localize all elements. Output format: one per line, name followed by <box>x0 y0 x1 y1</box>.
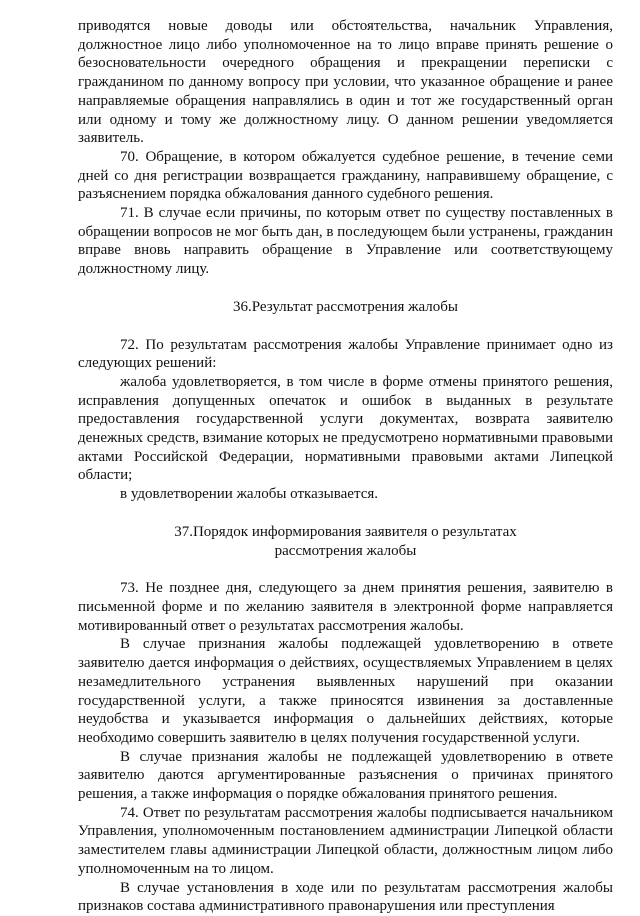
paragraph-73-satisfied: В случае признания жалобы подлежащей удовлетворению в ответе заявителю дается информация о действиях, осуществляемых Управлением в целях незамедлительного устранения выявленных нарушений при оказании государственной услуги, а также приносятся извинения за доставленные неудобства и указывается информация о дальнейших действиях, которые необходимо совершить заявителю в целях получения государственной услуги. <box>78 636 613 746</box>
section-37-heading-line-1: 37.Порядок информирования заявителя о результатах <box>174 523 517 540</box>
paragraph-73-rejected: В случае признания жалобы не подлежащей удовлетворению в ответе заявителю даются аргументированные разъяснения о причинах принятого решения, а также информация о порядке обжалования принятого решения. <box>78 748 613 803</box>
spacer <box>78 317 613 336</box>
document-page <box>78 17 613 916</box>
section-36-heading: 36.Результат рассмотрения жалобы <box>233 298 458 315</box>
paragraph-72-option-2: в удовлетворении жалобы отказывается. <box>120 486 378 503</box>
paragraph-74-violation: В случае установления в ходе или по результатам рассмотрения жалобы признаков состава административного правонарушения или преступления <box>78 879 613 915</box>
paragraph-72: 72. По результатам рассмотрения жалобы Управление принимает одно из следующих решений: <box>78 336 613 372</box>
section-37-heading-line-2: рассмотрения жалобы <box>274 542 417 559</box>
spacer <box>78 560 613 579</box>
spacer <box>78 279 613 298</box>
paragraph-continuation: приводятся новые доводы или обстоятельства, начальник Управления, должностное лицо либо уполномоченное на то лицо вправе принять решение о безосновательности очередного обращения и прекращении переписки с гражданином по данному вопросу при условии, что указанное обращение и ранее направляемые обращения направлялись в один и тот же государственный орган или одному и тому же должностному лицу. О данном решении уведомляется заявитель. <box>78 18 613 147</box>
paragraph-71: 71. В случае если причины, по которым ответ по существу поставленных в обращении вопросов не мог быть дан, в последующем были устранены, гражданин вправе вновь направить обращение в Управление или соответствующему должностному лицу. <box>78 205 613 278</box>
paragraph-70: 70. Обращение, в котором обжалуется судебное решение, в течение семи дней со дня регистрации возвращается гражданину, направившему обращение, с разъяснением порядка обжалования данного судебного решения. <box>78 148 613 203</box>
paragraph-72-option-1: жалоба удовлетворяется, в том числе в форме отмены принятого решения, исправления допущенных опечаток и ошибок в выданных в результате предоставления государственной услуги документах, возврата заявителю денежных средств, взимание которых не предусмотрено нормативными правовыми актами Российской Федерации, нормативными правовыми актами Липецкой области; <box>78 373 613 484</box>
paragraph-73: 73. Не позднее дня, следующего за днем принятия решения, заявителю в письменной форме и по желанию заявителя в электронной форме направляется мотивированный ответ о результатах рассмотрения жалобы. <box>78 580 613 634</box>
paragraph-74: 74. Ответ по результатам рассмотрения жалобы подписывается начальником Управления, уполномоченным постановлением администрации Липецкой области заместителем главы администрации Липецкой области, должностным лицом либо уполномоченным на то лицом. <box>78 804 613 877</box>
spacer <box>78 504 613 523</box>
